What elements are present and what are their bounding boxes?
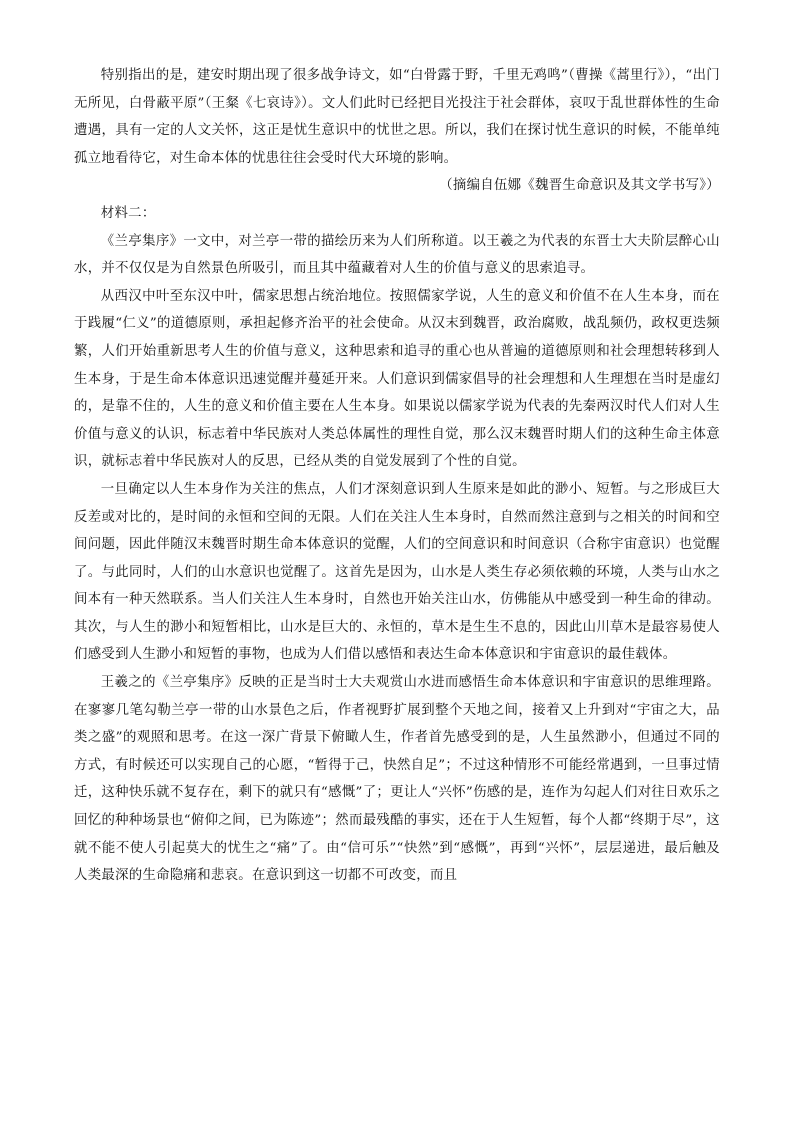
paragraph-life-awareness: 一旦确定以人生本身作为关注的焦点，人们才深刻意识到人生原来是如此的渺小、短暂。与之形成巨大反差或对比的，是时间的永恒和空间的无限。人们在关注人生本身时，自然而然注意到与之相关的时间和空间问题，因此伴随汉末魏晋时期生命本体意识的觉醒，人们的空间意识和时间意识（合称宇宙意识）也觉醒了。与此同时，人们的山水意识也觉醒了。这首先是因为，山水是人类生存必须依赖的环境，人类与山水之间本有一种天然联系。当人们关注人生本身时，自然也开始关注山水，仿佛能从中感受到一种生命的律动。其次，与人生的渺小和短暂相比，山水是巨大的、永恒的，草木是生生不息的，因此山川草木是最容易使人们感受到人生渺小和短暂的事物，也成为人们借以感悟和表达生命本体意识和宇宙意识的最佳载体。 [74, 481, 720, 663]
paragraph-confucian-thought: 从西汉中叶至东汉中叶，儒家思想占统治地位。按照儒家学说，人生的意义和价值不在人生本身，而在于践履“仁义”的道德原则，承担起修齐治平的社会使命。从汉末到魏晋，政治腐败，战乱频仍，政权更迭频繁，人们开始重新思考人生的价值与意义，这种思索和追寻的重心也从普遍的道德原则和社会理想转移到人生本身，于是生命本体意识迅速觉醒并蔓延开来。人们意识到儒家倡导的社会理想和人生理想在当时是虚幻的，是靠不住的，人生的意义和价值主要在人生本身。如果说以儒家学说为代表的先秦两汉时代人们对人生价值与意义的认识，标志着中华民族对人类总体属性的理性自觉，那么汉末魏晋时期人们的这种生命主体意识，就标志着中华民族对人的反思，已经从类的自觉发展到了个性的自觉。 [74, 288, 720, 470]
paragraph-lanting-intro: 《兰亭集序》一文中，对兰亭一带的描绘历来为人们所称道。以王羲之为代表的东晋士大夫阶层醉心山水，并不仅仅是为自然景色所吸引，而且其中蕴藏着对人生的价值与意义的思索追寻。 [74, 233, 720, 277]
paragraph-jianan-war-poems: 特别指出的是，建安时期出现了很多战争诗文，如“白骨露于野，千里无鸡鸣”（曹操《蒿里行》），“出门无所见，白骨蔽平原”（王粲《七哀诗》）。文人们此时已经把目光投注于社会群体，哀叹于乱世群体性的生命遭遇，具有一定的人文关怀，这正是忧生意识中的忧世之思。所以，我们在探讨忧生意识的时候，不能单纯孤立地看待它，对生命本体的忧患往往会受时代大环境的影响。 [74, 68, 720, 166]
source-citation: （摘编自伍娜《魏晋生命意识及其文学书写》） [439, 178, 720, 194]
paragraph-wang-xizhi: 王羲之的《兰亭集序》反映的正是当时士大夫观赏山水进而感悟生命本体意识和宇宙意识的思维理路。在寥寥几笔勾勒兰亭一带的山水景色之后，作者视野扩展到整个天地之间，接着又上升到对“宇宙之大，品类之盛”的观照和思考。在这一深广背景下俯瞰人生，作者首先感受到的是，人生虽然渺小，但通过不同的方式，有时候还可以实现自己的心愿，“暂得于己，快然自足”；不过这种情形不可能经常遇到，一旦事过情迁，这种快乐就不复存在，剩下的就只有“感慨”了；更让人“兴怀”伤感的是，连作为勾起人们对往日欢乐之回忆的种种场景也“俯仰之间，已为陈迹”；然而最残酷的事实，还在于人生短暂，每个人都“终期于尽”，这就不能不使人引起莫大的忧生之“痛”了。由“信可乐”“快然”到“感慨”，再到“兴怀”，层层递进，最后触及人类最深的生命隐痛和悲哀。在意识到这一切都不可改变，而且 [74, 675, 720, 884]
material-two-heading: 材料二： [100, 205, 156, 221]
